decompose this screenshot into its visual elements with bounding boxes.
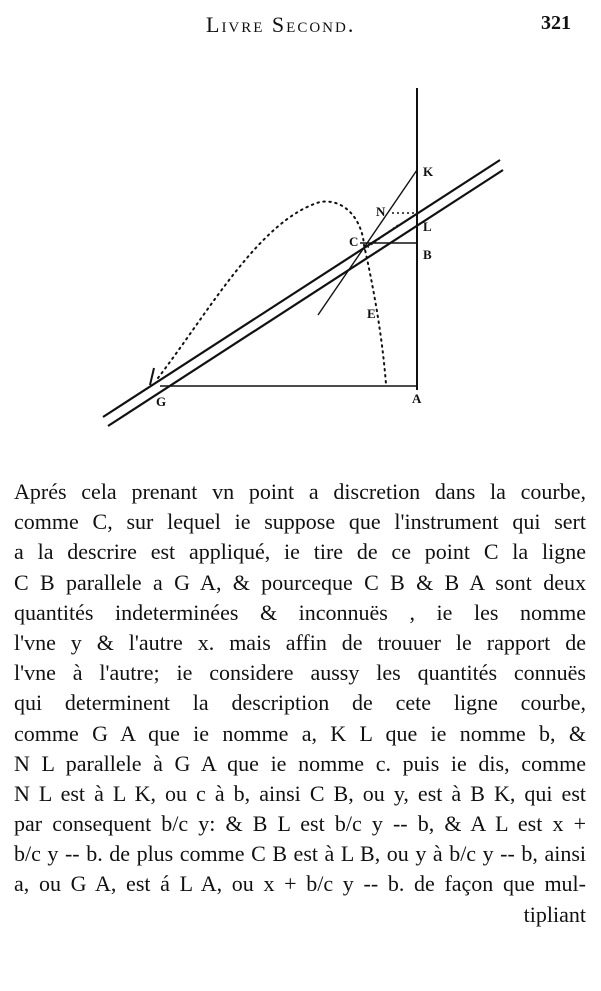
text-line: l'vne y & l'autre x. mais affin de trouuer le rapport de xyxy=(14,629,586,655)
text-line: l'vne à l'autre; ie considere aussy les quantités connuës xyxy=(14,660,586,686)
text-line: a la descrire est appliqué, ie tire de ce point C la ligne xyxy=(14,539,586,565)
pivot-mark xyxy=(150,368,154,385)
label-e: E xyxy=(367,306,376,321)
ruler-line-lower xyxy=(108,170,503,426)
label-b: B xyxy=(423,247,432,262)
page-number: 321 xyxy=(541,12,571,34)
text-line: b/c y -- b. de plus comme C B est à L B, ou y à b/c y -- b, ainsi xyxy=(14,841,586,867)
running-title: Livre Second. xyxy=(206,12,356,37)
text-line-last: tipliant xyxy=(523,901,586,927)
label-k: K xyxy=(423,164,434,179)
label-c: C xyxy=(349,234,359,249)
text-line: C B parallele a G A, & pourceque C B & B A sont deux xyxy=(14,569,586,595)
figure-drawing xyxy=(0,60,601,440)
label-a: A xyxy=(412,391,422,406)
text-line: Aprés cela prenant vn point a discretion dans la courbe, xyxy=(14,479,586,504)
dotted-curve xyxy=(158,202,386,384)
text-line: qui determinent la description de cete ligne courbe, xyxy=(14,690,586,716)
label-n: N xyxy=(376,204,386,219)
text-line: comme G A que ie nomme a, K L que ie nomme b, & xyxy=(14,720,586,746)
label-l: L xyxy=(423,219,432,234)
body-paragraph xyxy=(14,477,586,930)
page-header xyxy=(0,10,601,40)
label-g: G xyxy=(156,394,167,409)
text-line: par consequent b/c y: & B L est b/c y -- b, & A L est x + xyxy=(14,811,586,837)
text-line: comme C, sur lequel ie suppose que l'instrument qui sert xyxy=(14,509,586,535)
ruler-line-upper xyxy=(103,160,500,417)
text-line: N L est à L K, ou c à b, ainsi C B, ou y, est à B K, qui est xyxy=(14,780,586,806)
text-line: quantités indeterminées & inconnuës , ie les nomme xyxy=(14,599,586,625)
geometric-figure xyxy=(0,60,601,440)
text-line: a, ou G A, est á L A, ou x + b/c y -- b. de façon que mul- xyxy=(14,871,586,897)
text-line: N L parallele à G A que ie nomme c. puis ie dis, comme xyxy=(14,750,586,776)
